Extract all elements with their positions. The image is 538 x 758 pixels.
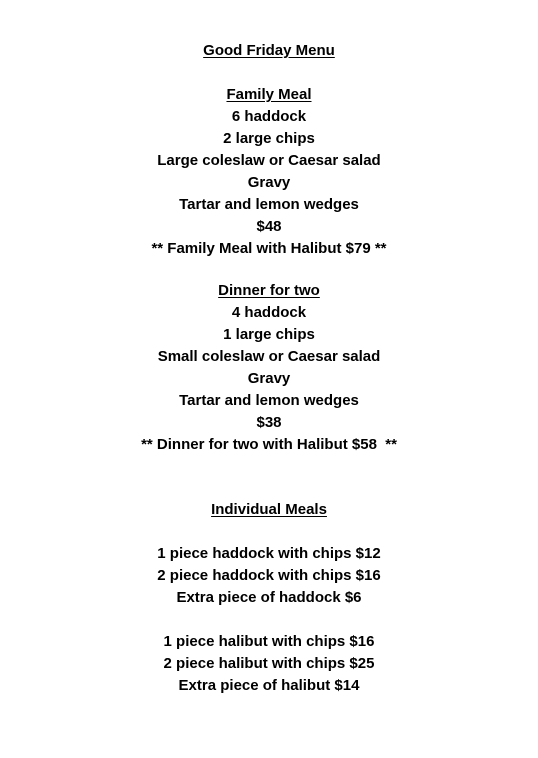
family-meal-item: 6 haddock [231,108,307,125]
dinner-for-two-halibut-option: ** Dinner for two with Halibut $58 ** [141,436,397,453]
haddock-meal-item: Extra piece of haddock $6 [176,589,362,606]
family-meal-item: Large coleslaw or Caesar salad [157,152,381,169]
individual-meals-heading: Individual Meals [211,501,327,518]
dinner-for-two-item: Gravy [247,370,291,387]
dinner-for-two-item: 4 haddock [231,304,307,321]
halibut-meal-item: 1 piece halibut with chips $16 [163,633,375,650]
halibut-meal-item: 2 piece halibut with chips $25 [163,655,375,672]
dinner-for-two-item: Small coleslaw or Caesar salad [157,348,381,365]
halibut-meal-item: Extra piece of halibut $14 [178,677,360,694]
family-meal-item: Tartar and lemon wedges [179,196,359,213]
dinner-for-two-price: $38 [256,414,282,431]
family-meal-item: 2 large chips [223,130,315,147]
haddock-meal-item: 1 piece haddock with chips $12 [157,545,381,562]
family-meal-halibut-option: ** Family Meal with Halibut $79 ** [151,240,387,257]
dinner-for-two-item: Tartar and lemon wedges [179,392,359,409]
family-meal-heading: Family Meal [226,86,312,103]
family-meal-item: Gravy [247,174,291,191]
family-meal-price: $48 [256,218,282,235]
dinner-for-two-item: 1 large chips [223,326,315,343]
haddock-meal-item: 2 piece haddock with chips $16 [157,567,381,584]
menu-title: Good Friday Menu [203,42,335,59]
dinner-for-two-heading: Dinner for two [218,282,320,299]
